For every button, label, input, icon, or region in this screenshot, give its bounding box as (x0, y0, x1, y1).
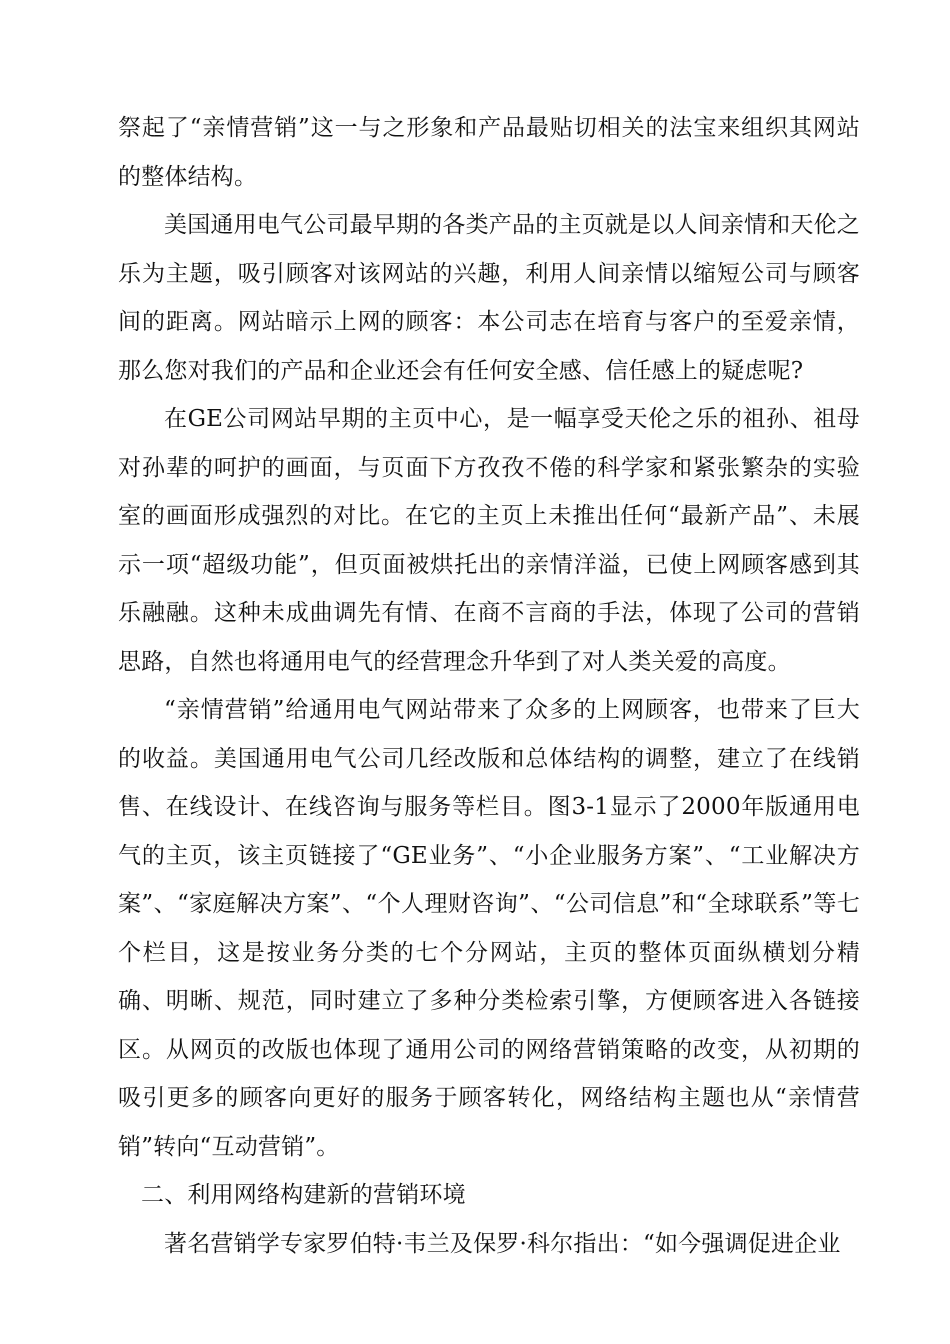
paragraph-5: 著名营销学专家罗伯特·韦兰及保罗·科尔指出：“如今强调促进企业 (164, 1230, 841, 1257)
document-body (118, 104, 860, 1268)
paragraph-4: “亲情营销”给通用电气网站带来了众多的上网顾客，也带来了巨大的收益。美国通用电气公司几经改版和总体结构的调整，建立了在线销售、在线设计、在线咨询与服务等栏目。图3-1显示了2000年版通用电气的主页，该主页链接了“GE业务”、“小企业服务方案”、“工业解决方案”、“家庭解决方案”、“个人理财咨询”、“公司信息”和“全球联系”等七个栏目，这是按业务分类的七个分网站，主页的整体页面纵横划分精确、明晰、规范，同时建立了多种分类检索引擎，方便顾客进入各链接区。从网页的改版也体现了通用公司的网络营销策略的改变，从初期的吸引更多的顾客向更好的服务于顾客转化，网络结构主题也从“亲情营销”转向“互动营销”。 (118, 697, 860, 1160)
paragraph-1: 祭起了“亲情营销”这一与之形象和产品最贴切相关的法宝来组织其网站的整体结构。 (118, 115, 860, 190)
section-heading: 二、利用网络构建新的营销环境 (141, 1182, 466, 1208)
paragraph-2: 美国通用电气公司最早期的各类产品的主页就是以人间亲情和天伦之乐为主题，吸引顾客对该网站的兴趣，利用人间亲情以缩短公司与顾客间的距离。网站暗示上网的顾客：本公司志在培育与客户的至爱亲情，那么您对我们的产品和企业还会有任何安全感、信任感上的疑虑呢? (118, 212, 860, 384)
paragraph-3: 在GE公司网站早期的主页中心，是一幅享受天伦之乐的祖孙、祖母对孙辈的呵护的画面，与页面下方孜孜不倦的科学家和紧张繁杂的实验室的画面形成强烈的对比。在它的主页上未推出任何“最新产品”、未展示一项“超级功能”，但页面被烘托出的亲情洋溢，已使上网顾客感到其乐融融。这种未成曲调先有情、在商不言商的手法，体现了公司的营销思路，自然也将通用电气的经营理念升华到了对人类关爱的高度。 (118, 406, 860, 675)
